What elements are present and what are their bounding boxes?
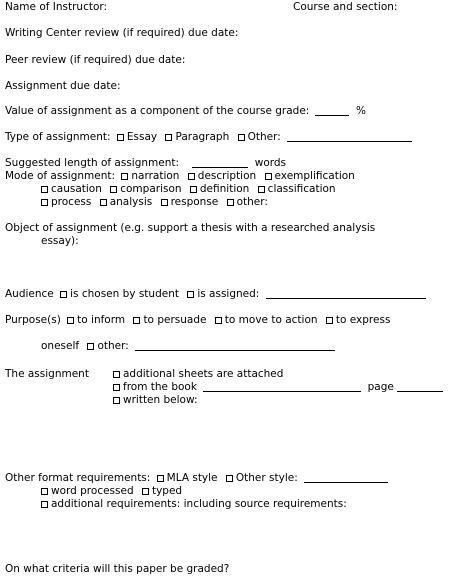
checkbox-other-style[interactable] [226,475,233,482]
page-blank[interactable] [397,381,443,392]
assignment-attached-label: additional sheets are attached [123,368,284,380]
checkbox-word-processed[interactable] [41,488,48,495]
length-unit: words [254,157,287,169]
mode-other: other: [236,196,268,208]
length-label: Suggested length of assignment: [5,157,180,169]
checkbox-sheets-attached[interactable] [113,371,120,378]
checkbox-comparison[interactable] [110,186,117,193]
object-line-1: Object of assignment (e.g. support a thesis with a researched analysis [5,222,376,234]
assignment-option-below [113,394,198,407]
purpose-oneself: oneself [41,340,80,352]
checkbox-definition[interactable] [190,186,197,193]
assignment-below-label: written below: [123,394,198,406]
criteria-label: On what criteria will this paper be graded? [5,563,230,575]
purpose-label: Purpose(s) [5,314,61,326]
assignment-label: The assignment [5,368,89,380]
format-word-processed: word processed [51,485,134,497]
percent-sign: % [356,105,367,117]
format-row-3 [41,498,347,511]
checkbox-purpose-other[interactable] [87,343,94,350]
audience-chosen: is chosen by student [70,288,179,300]
book-title-blank[interactable] [203,381,361,392]
checkbox-mode-other[interactable] [227,199,234,206]
format-additional: additional requirements: including source requirements: [51,498,347,510]
mode-process: process [51,196,92,208]
length-row [5,157,286,170]
format-mla: MLA style [166,472,218,484]
mode-causation: causation [51,183,102,195]
type-label: Type of assignment: [5,131,111,143]
mode-row-3 [41,196,268,209]
purpose-row [5,314,390,327]
checkbox-typed[interactable] [142,488,149,495]
instructor-label: Name of Instructor: [5,1,108,13]
value-blank[interactable] [315,105,349,116]
purpose-inform: to inform [77,314,126,326]
format-other-style: Other style: [235,472,298,484]
checkbox-type-other[interactable] [238,134,245,141]
format-label: Other format requirements: [5,472,151,484]
mode-classification: classification [267,183,336,195]
checkbox-paragraph[interactable] [165,134,172,141]
checkbox-from-book[interactable] [113,384,120,391]
mode-analysis: analysis [109,196,153,208]
audience-label: Audience [5,288,54,300]
purpose-express: to express [335,314,391,326]
checkbox-causation[interactable] [41,186,48,193]
type-other-blank[interactable] [287,131,412,142]
peer-review-due-label: Peer review (if required) due date: [5,54,186,66]
checkbox-description[interactable] [188,173,195,180]
checkbox-inform[interactable] [67,317,74,324]
value-label: Value of assignment as a component of the course grade: [5,105,310,117]
purpose-persuade: to persuade [143,314,207,326]
checkbox-classification[interactable] [258,186,265,193]
audience-row [5,288,426,301]
type-option-essay: Essay [126,131,158,143]
page-label: page [367,381,394,393]
checkbox-essay[interactable] [117,134,124,141]
mode-response: response [170,196,219,208]
checkbox-persuade[interactable] [133,317,140,324]
checkbox-written-below[interactable] [113,397,120,404]
mode-label: Mode of assignment: [5,170,116,182]
checkbox-mla[interactable] [157,475,164,482]
format-row-1 [5,472,388,485]
checkbox-express[interactable] [326,317,333,324]
type-option-paragraph: Paragraph [175,131,230,143]
purpose-move-to-action: to move to action [224,314,318,326]
assignment-book-label: from the book [123,381,197,393]
mode-exemplification: exemplification [274,170,355,182]
audience-assigned: is assigned: [197,288,260,300]
checkbox-process[interactable] [41,199,48,206]
format-row-2 [41,485,182,498]
object-line-2: essay): [41,235,79,247]
length-blank[interactable] [192,157,248,168]
assignment-option-book [113,381,443,394]
mode-row-2 [41,183,336,196]
checkbox-response[interactable] [161,199,168,206]
type-row [5,131,412,144]
checkbox-additional-requirements[interactable] [41,501,48,508]
checkbox-narration[interactable] [121,173,128,180]
assignment-option-attached [113,368,283,381]
checkbox-assigned[interactable] [187,291,194,298]
checkbox-exemplification[interactable] [265,173,272,180]
value-row [5,105,366,118]
format-typed: typed [151,485,183,497]
mode-narration: narration [131,170,180,182]
type-option-other: Other: [247,131,281,143]
writing-center-due-label: Writing Center review (if required) due date: [5,27,239,39]
mode-definition: definition [199,183,250,195]
purpose-other: other: [97,340,129,352]
course-section-label: Course and section: [293,1,398,13]
audience-blank[interactable] [266,288,426,299]
checkbox-analysis[interactable] [100,199,107,206]
checkbox-chosen-by-student[interactable] [60,291,67,298]
purpose-row-2 [41,340,335,353]
mode-description: description [197,170,257,182]
other-style-blank[interactable] [304,472,388,483]
checkbox-move-to-action[interactable] [215,317,222,324]
purpose-other-blank[interactable] [135,340,335,351]
mode-row-1 [5,170,355,183]
mode-comparison: comparison [120,183,182,195]
assignment-due-label: Assignment due date: [5,80,121,92]
